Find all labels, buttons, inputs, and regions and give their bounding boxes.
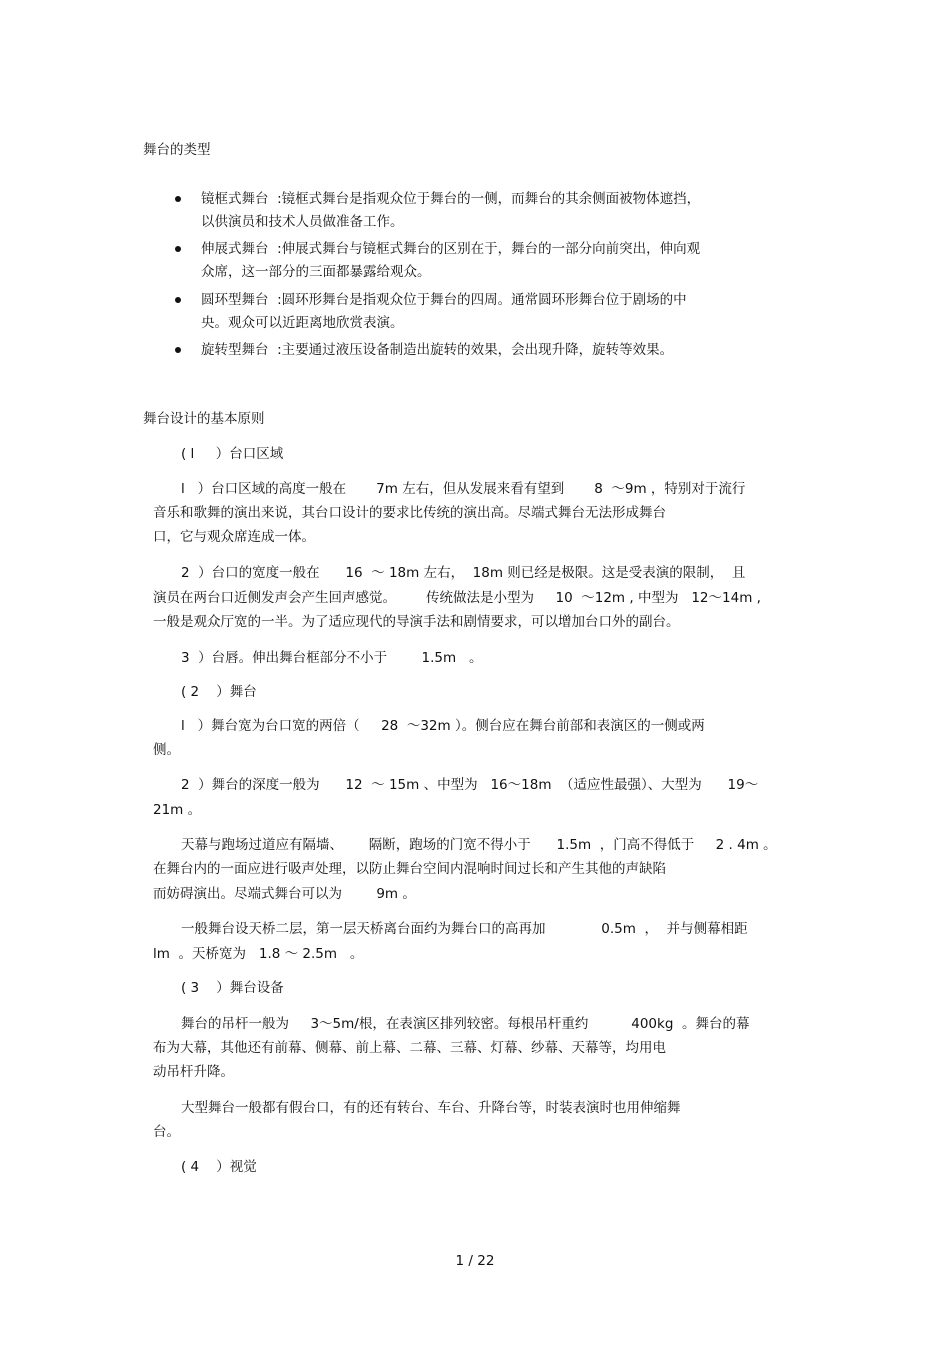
paragraph-line: 口，它与观众席连成一体。 bbox=[153, 529, 315, 545]
subheading: ( 3 ）舞台设备 bbox=[181, 980, 284, 996]
list-item-line: 镜框式舞台 :镜框式舞台是指观众位于舞台的一侧，而舞台的其余侧面被物体遮挡， bbox=[201, 191, 701, 207]
list-item-line: 以供演员和技术人员做准备工作。 bbox=[201, 214, 404, 230]
list-item-line: 央。观众可以近距离地欣赏表演。 bbox=[201, 315, 404, 331]
list-item-line: 众席，这一部分的三面都暴露给观众。 bbox=[201, 264, 431, 280]
paragraph-line: 在舞台内的一面应进行吸声处理，以防止舞台空间内混响时间过长和产生其他的声缺陷 bbox=[153, 861, 666, 877]
paragraph-line: 布为大幕，其他还有前幕、侧幕、前上幕、二幕、三幕、灯幕、纱幕、天幕等，均用电 bbox=[153, 1040, 666, 1056]
paragraph-line: l ）舞台宽为台口宽的两倍（ 28 ～32m ）。侧台应在舞台前部和表演区的一侧或两 bbox=[181, 718, 705, 734]
paragraph-line: l ）台口区域的高度一般在 7m 左右，但从发展来看有望到 8 ～9m ，特别对于流行 bbox=[181, 481, 746, 497]
subheading: ( 2 ）舞台 bbox=[181, 684, 257, 700]
bullet-icon bbox=[175, 347, 181, 353]
paragraph-line: 侧。 bbox=[153, 742, 180, 758]
list-item-line: 伸展式舞台 :伸展式舞台与镜框式舞台的区别在于，舞台的一部分向前突出，伸向观 bbox=[201, 241, 701, 257]
bullet-icon bbox=[175, 297, 181, 303]
paragraph-line: 天幕与跑场过道应有隔墙、 隔断，跑场的门宽不得小于 1.5m ，门高不得低于 2 . 4m 。 bbox=[181, 837, 777, 853]
paragraph-line: 舞台的吊杆一般为 3～5m/根，在表演区排列较密。每根吊杆重约 400kg 。舞台的幕 bbox=[181, 1016, 750, 1032]
paragraph-line: 一般是观众厅宽的一半。为了适应现代的导演手法和剧情要求，可以增加台口外的副台。 bbox=[153, 614, 680, 630]
subheading: ( l ）台口区域 bbox=[181, 446, 284, 462]
bullet-icon bbox=[175, 196, 181, 202]
paragraph-line: 而妨碍演出。尽端式舞台可以为 9m 。 bbox=[153, 886, 416, 902]
paragraph-line: lm 。天桥宽为 1.8 ～ 2.5m 。 bbox=[153, 946, 364, 962]
page-number: 1 / 22 bbox=[455, 1253, 495, 1269]
section-heading-design-principles: 舞台设计的基本原则 bbox=[143, 411, 265, 427]
paragraph-line: 演员在两台口近侧发声会产生回声感觉。 传统做法是小型为 10 ～12m , 中型为 12～14m , bbox=[153, 590, 761, 606]
section-heading-stage-types: 舞台的类型 bbox=[143, 142, 211, 158]
paragraph-line: 2 ）舞台的深度一般为 12 ～ 15m 、中型为 16～18m （适应性最强）、大型为 19～ bbox=[181, 777, 759, 793]
paragraph-line: 一般舞台设天桥二层，第一层天桥离台面约为舞台口的高再加 0.5m ， 并与侧幕相距 bbox=[181, 921, 748, 937]
list-item-line: 旋转型舞台 :主要通过液压设备制造出旋转的效果，会出现升降，旋转等效果。 bbox=[201, 342, 674, 358]
paragraph-line: 台。 bbox=[153, 1124, 180, 1140]
subheading: ( 4 ）视觉 bbox=[181, 1159, 257, 1175]
paragraph-line: 大型舞台一般都有假台口，有的还有转台、车台、升降台等，时装表演时也用伸缩舞 bbox=[181, 1100, 681, 1116]
list-item-line: 圆环型舞台 :圆环形舞台是指观众位于舞台的四周。通常圆环形舞台位于剧场的中 bbox=[201, 292, 687, 308]
paragraph-line: 2 ）台口的宽度一般在 16 ～ 18m 左右， 18m 则已经是极限。这是受表演的限制， 且 bbox=[181, 565, 746, 581]
paragraph-line: 动吊杆升降。 bbox=[153, 1064, 234, 1080]
bullet-icon bbox=[175, 246, 181, 252]
paragraph-line: 音乐和歌舞的演出来说，其台口设计的要求比传统的演出高。尽端式舞台无法形成舞台 bbox=[153, 505, 666, 521]
paragraph: 3 ）台唇。伸出舞台框部分不小于 1.5m 。 bbox=[181, 650, 483, 666]
paragraph-line: 21m 。 bbox=[153, 802, 202, 818]
